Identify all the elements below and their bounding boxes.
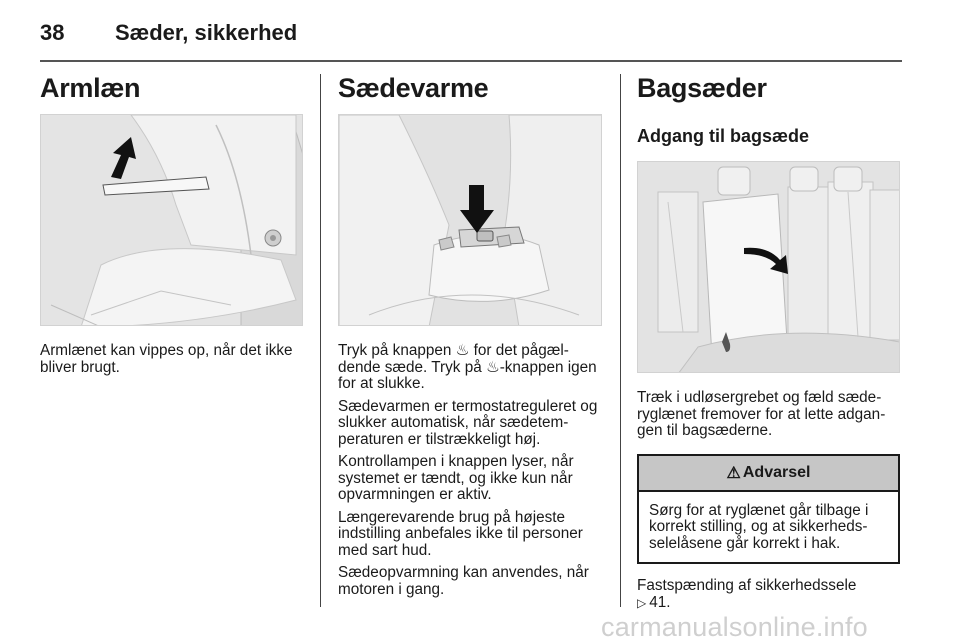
reference-text: [637, 578, 903, 611]
seat-heating-column: [338, 72, 606, 598]
watermark: carmanualsonline.info: [601, 612, 868, 642]
warning-title: Advarsel: [742, 463, 811, 481]
text-fragment: for det pågældende sæde. Tryk på: [338, 342, 569, 376]
armrest-text: Armlænet kan vippes op, når det ikke bliver brugt.: [40, 342, 293, 376]
column-divider: [320, 74, 321, 607]
seat-heating-text-3: Kontrollampen i knappen lyser, når systemet er tændt, og ikke kun når opvarmningen er aktiv.: [338, 453, 574, 503]
header-rule: [40, 60, 902, 62]
seat-heating-text-1: [338, 343, 606, 393]
seat-heating-text-5: Sædeopvarmning kan anvendes, når motoren i gang.: [338, 564, 589, 598]
text-fragment: Tryk på knappen: [338, 342, 456, 359]
reference-page[interactable]: 41.: [649, 593, 671, 611]
seat-heating-title: Sædevarme: [338, 73, 489, 103]
rear-access-text: Træk i udløsergrebet og fæld sæderyglænet fremover for at lette adgangen til bagsæderne.: [637, 389, 886, 439]
page-number: 38: [40, 20, 65, 45]
rear-seats-title: Bagsæder: [637, 73, 767, 103]
running-title: Sæder, sikkerhed: [115, 20, 298, 45]
warning-header: [639, 456, 898, 492]
armrest-column: [40, 72, 305, 376]
warning-triangle-icon: ⚠: [726, 464, 741, 482]
seat-heating-text-2: Sædevarmen er termostatreguleret og slukker automatisk, når sædetemperaturen er tilstrækkeligt høj.: [338, 397, 598, 448]
reference-label: Fastspænding af sikkerhedssele: [637, 577, 857, 594]
warning-box: [637, 454, 900, 565]
seat-heating-icon: ♨: [485, 358, 500, 376]
text-fragment: -knappen igen for at slukke.: [338, 358, 597, 392]
warning-text: Sørg for at ryglænet går tilbage i korrekt stilling, og at sikkerhedsselelåsene går korrekt i hak.: [649, 501, 869, 552]
page-reference-icon: ▷: [637, 595, 647, 610]
armrest-title: Armlæn: [40, 73, 141, 103]
column-divider: [620, 74, 621, 607]
rear-seat-illustration: [637, 161, 900, 373]
seat-heating-icon: ♨: [455, 342, 470, 359]
armrest-illustration: [40, 114, 303, 326]
rear-access-subtitle: Adgang til bagsæde: [637, 126, 810, 146]
page-header: [40, 18, 297, 48]
rear-seats-column: [637, 72, 903, 611]
seat-heating-illustration: [338, 114, 602, 326]
seat-heating-text-4: Længerevarende brug på højeste indstilling anbefales ikke til personer med sart hud.: [338, 508, 583, 559]
